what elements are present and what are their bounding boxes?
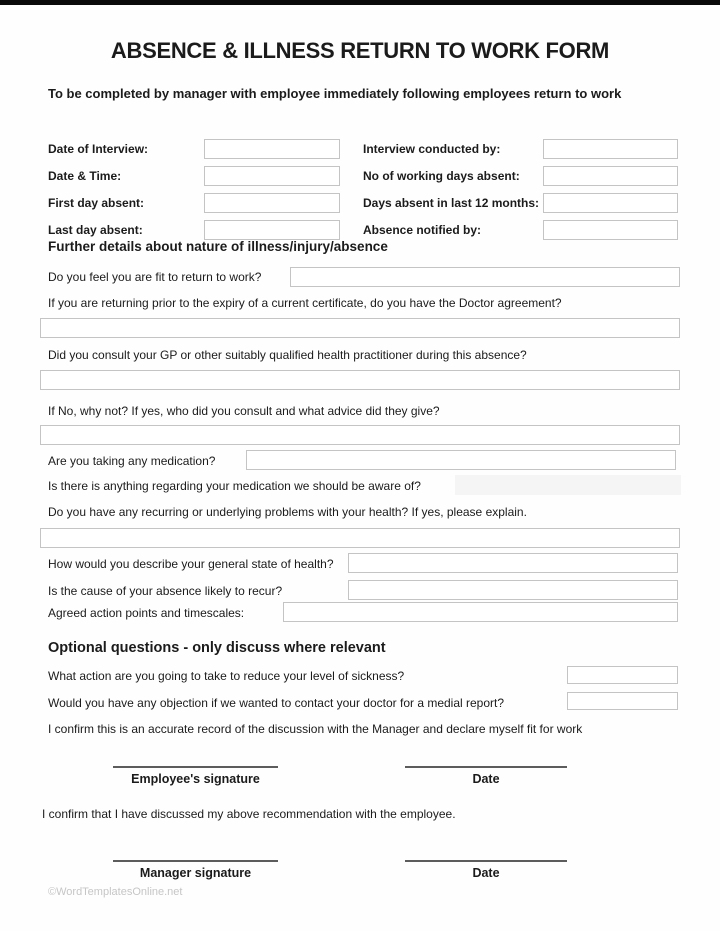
consult-gp-question: Did you consult your GP or other suitably qualified health practitioner during this absence?: [48, 348, 527, 362]
manager-date-label: Date: [472, 866, 500, 880]
reduce-sickness-question: What action are you going to take to reduce your level of sickness?: [48, 669, 405, 683]
top-border: [0, 0, 720, 5]
employee-signature-line: [113, 766, 278, 768]
manager-signature-label: Manager signature: [139, 866, 252, 880]
recur-input[interactable]: [348, 580, 678, 600]
medication-aware-question: Is there is anything regarding your medication we should be aware of?: [48, 479, 421, 493]
why-not-question: If No, why not? If yes, who did you consult and what advice did they give?: [48, 404, 440, 418]
footer-watermark: ©WordTemplatesOnline.net: [48, 886, 183, 898]
absence-notified-by-input[interactable]: [543, 220, 678, 240]
medication-input[interactable]: [246, 450, 676, 470]
doctor-contact-input[interactable]: [567, 692, 678, 710]
recurring-input[interactable]: [40, 528, 680, 548]
fit-to-return-question: Do you feel you are fit to return to work?: [48, 270, 262, 284]
manager-signature-line: [113, 860, 278, 862]
manager-confirm-statement: I confirm that I have discussed my above recommendation with the employee.: [42, 807, 456, 821]
absence-notified-by-label: Absence notified by:: [363, 223, 482, 237]
medication-aware-input[interactable]: [455, 475, 681, 495]
action-points-input[interactable]: [283, 602, 678, 622]
details-section-heading: Further details about nature of illness/injury/absence: [48, 239, 388, 254]
form-subtitle: To be completed by manager with employee immediately following employees return to work: [48, 86, 622, 101]
general-health-input[interactable]: [348, 553, 678, 573]
employee-signature-label: Employee's signature: [131, 772, 260, 786]
consult-gp-input[interactable]: [40, 370, 680, 390]
date-of-interview-label: Date of Interview:: [48, 142, 149, 156]
working-days-absent-input[interactable]: [543, 166, 678, 186]
days-absent-12-months-label: Days absent in last 12 months:: [363, 196, 540, 210]
last-day-absent-label: Last day absent:: [48, 223, 143, 237]
last-day-absent-input[interactable]: [204, 220, 340, 240]
date-time-label: Date & Time:: [48, 169, 122, 183]
interview-conducted-by-input[interactable]: [543, 139, 678, 159]
working-days-absent-label: No of working days absent:: [363, 169, 520, 183]
first-day-absent-label: First day absent:: [48, 196, 145, 210]
manager-date-line: [405, 860, 567, 862]
recur-question: Is the cause of your absence likely to recur?: [48, 584, 283, 598]
action-points-question: Agreed action points and timescales:: [48, 606, 245, 620]
days-absent-12-months-input[interactable]: [543, 193, 678, 213]
reduce-sickness-input[interactable]: [567, 666, 678, 684]
certificate-question: If you are returning prior to the expiry of a current certificate, do you have the Doctor agreement?: [48, 296, 562, 310]
date-of-interview-input[interactable]: [204, 139, 340, 159]
general-health-question: How would you describe your general state of health?: [48, 557, 334, 571]
employee-confirm-statement: I confirm this is an accurate record of the discussion with the Manager and declare myself fit for work: [48, 722, 583, 736]
medication-question: Are you taking any medication?: [48, 454, 216, 468]
interview-conducted-by-label: Interview conducted by:: [363, 142, 501, 156]
employee-date-line: [405, 766, 567, 768]
optional-section-heading: Optional questions - only discuss where relevant: [48, 640, 386, 656]
form-title: ABSENCE & ILLNESS RETURN TO WORK FORM: [110, 38, 610, 63]
first-day-absent-input[interactable]: [204, 193, 340, 213]
recurring-question: Do you have any recurring or underlying problems with your health? If yes, please explain.: [48, 505, 527, 519]
fit-to-return-input[interactable]: [290, 267, 680, 287]
employee-date-label: Date: [472, 772, 500, 786]
certificate-input[interactable]: [40, 318, 680, 338]
date-time-input[interactable]: [204, 166, 340, 186]
why-not-input[interactable]: [40, 425, 680, 445]
doctor-contact-question: Would you have any objection if we wanted to contact your doctor for a medial report?: [48, 696, 505, 710]
